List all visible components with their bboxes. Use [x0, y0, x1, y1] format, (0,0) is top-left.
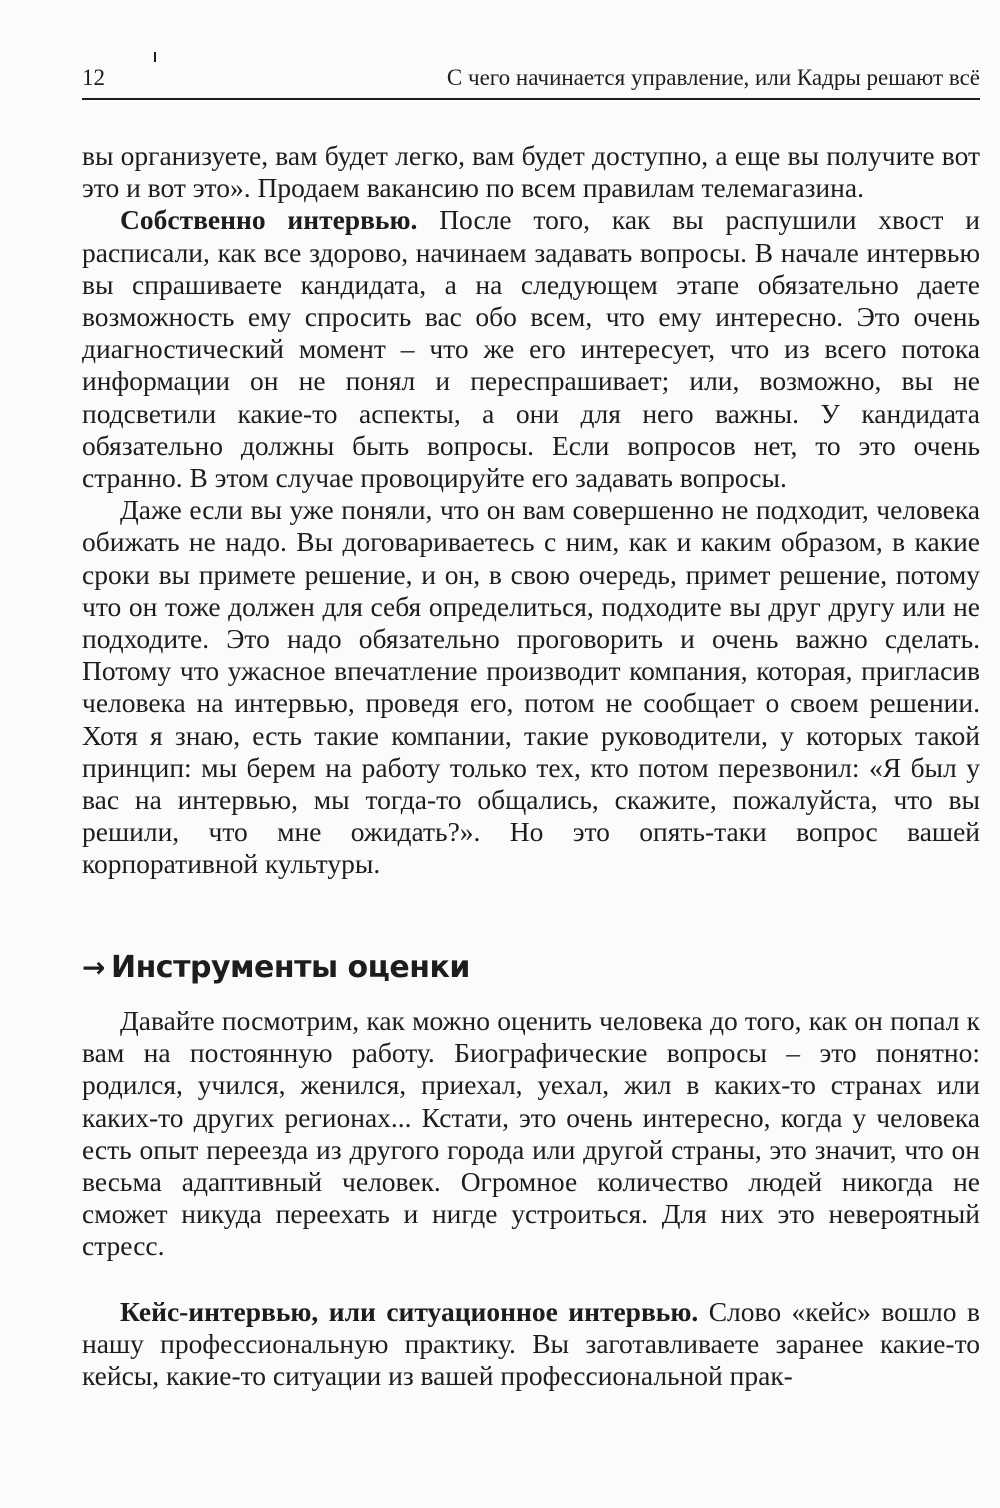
paragraph-decision: Даже если вы уже поняли, что он вам совершенно не подходит, человека обижать не надо. Вы договариваетесь с ним, как и каким образом, в какие сроки вы примете решение, и он, в свою очередь, примет решение, потому что он тоже должен для себя определиться, подходите вы друг другу или не подходите. Это надо обязательно проговорить и очень важно сделать. Потому что ужасное впечатление производит компания, которая, пригласив человека на интервью, проведя его, потом не сообщает о своем решении. Хотя я знаю, есть такие компании, такие руководители, у которых такой принцип: мы берем на работу только тех, кто потом перезвонил: «Я был у вас на интервью, мы тогда-то общались, скажите, пожалуйста, что вы решили, что мне ожидать?». Но это опять-таки вопрос вашей корпоративной культуры.	[82, 494, 980, 880]
section-heading	[82, 948, 980, 988]
running-header	[82, 58, 980, 100]
paragraph-body: После того, как вы распушили хвост и расписали, как все здорово, начинаем задавать вопросы. В начале интервью вы спрашиваете кандидата, а на следующем этапе обязательно даете возможность ему спросить вас обо всем, что ему интересно. Это очень диагностический момент – что же его интересует, что из всего потока информации он не понял и переспрашивает; или, возможно, вы не подсветили какие-то аспекты, а они для него важны. У кандидата обязательно должны быть вопросы. Если вопросов нет, то это очень странно. В этом случае провоцируйте его задавать вопросы.	[82, 204, 980, 494]
paragraph-lead-in: Собственно интервью.	[120, 204, 418, 236]
paragraph-lead-in: Кейс-интервью, или ситуационное интервью.	[120, 1296, 699, 1327]
section-heading-text: Инструменты оценки	[110, 950, 470, 985]
section-assessment-tools	[82, 1005, 980, 1263]
paragraph-body: Слово «кейс» вошло в нашу профессиональную практику. Вы заготавливаете заранее какие-то кейсы, какие-то ситуации из вашей профессиональной прак-	[82, 1296, 980, 1392]
paragraph-continuation: вы организуете, вам будет легко, вам будет доступно, а еще вы получите вот это и вот это». Продаем вакансию по всем правилам телемагазина.	[82, 140, 980, 204]
arrow-right-icon: →	[82, 951, 105, 984]
paragraph-biographical: Давайте посмотрим, как можно оценить человека до того, как он попал к вам на постоянную работу. Биографические вопросы – это понятно: родился, учился, женился, приехал, уехал, жил в каких-то странах или каких-то других регионах... Кстати, это очень интересно, когда у человека есть опыт переезда из другого города или другой страны, это значит, что он весьма адаптивный человек. Огромное количество людей никогда не сможет никуда переехать и нигде устроиться. Для них это невероятный стресс.	[82, 1005, 980, 1262]
paragraph-interview	[82, 204, 980, 494]
section-case-interview	[82, 1296, 980, 1393]
paragraph-case-interview	[82, 1296, 980, 1393]
section-interview	[82, 140, 980, 881]
page-number: 12	[82, 65, 105, 90]
header-tick-mark	[154, 52, 156, 62]
running-title: С чего начинается управление, или Кадры решают всё	[446, 65, 980, 90]
